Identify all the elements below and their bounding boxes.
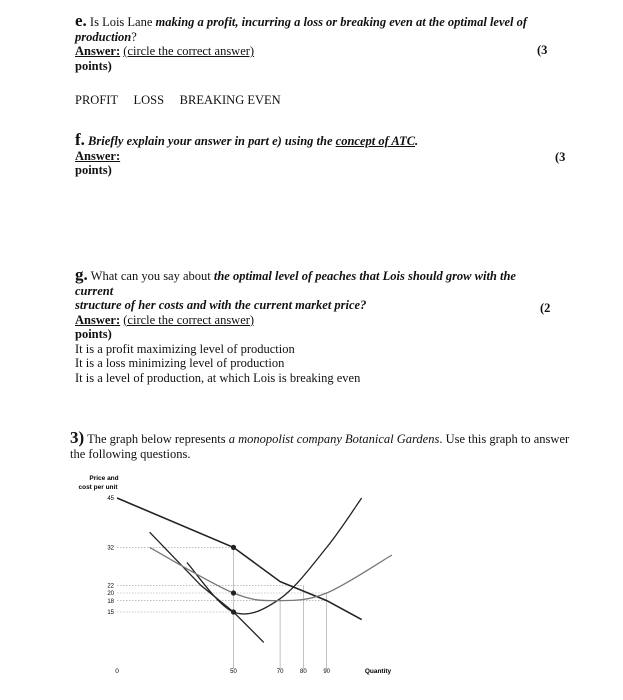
y-axis-title-line1: Price and: [89, 475, 119, 482]
part-e-answer-label: Answer:: [75, 44, 121, 58]
part-f-answer-label: Answer:: [75, 148, 121, 163]
question-3-text: 3) The graph below represents a monopolist company Botanical Gardens. Use this graph to answer the following questions.: [70, 428, 570, 461]
part-g-question: g. What can you say about the optimal level of peaches that Lois should grow with the current structure of her costs and with the current market price? Answer: (circle the correct answer) points) It is a profit maximizing level of production It is a loss minimizing level of production It is a level of production, at which Lois is breaking even: [75, 268, 555, 385]
y-tick-label: 20: [107, 591, 114, 598]
part-f-question: f. Briefly explain your answer in part e) using the concept of ATC. Answer: points): [75, 133, 545, 178]
part-g-answer-note: (circle the correct answer): [123, 312, 255, 327]
y-axis-title-line2: cost per unit: [78, 484, 118, 491]
part-e-points: (3: [537, 43, 548, 57]
series-mc-line: [187, 498, 362, 614]
part-g-points: (2: [540, 301, 551, 315]
y-tick-label: 22: [107, 583, 114, 590]
part-e-letter: e.: [75, 11, 87, 30]
y-tick-label: 45: [107, 496, 114, 503]
series-demand-line: [117, 498, 362, 620]
point-marker-3: [231, 609, 236, 614]
x-tick-label: 70: [276, 669, 284, 675]
part-g-letter: g.: [75, 265, 88, 284]
part-g-answer-label: Answer:: [75, 312, 121, 327]
point-marker-2: [231, 590, 236, 595]
x-axis-title: Quantity: [364, 668, 392, 675]
part-f-letter: f.: [75, 130, 85, 149]
x-tick-label: 80: [300, 669, 307, 675]
origin-label: 0: [115, 668, 119, 675]
y-tick-label: 15: [107, 610, 114, 617]
y-tick-label: 32: [107, 545, 114, 552]
part-g-option-3[interactable]: It is a level of production, at which Lois is breaking even: [75, 370, 361, 385]
part-g-option-1[interactable]: It is a profit maximizing level of production: [75, 341, 295, 356]
question-3-number: 3): [70, 428, 85, 447]
part-e-question: e. Is Lois Lane making a profit, incurring a loss or breaking even at the optimal level of production? Answer: (circle the correct answer) points): [75, 11, 528, 73]
part-g-option-2[interactable]: It is a loss minimizing level of production: [75, 356, 285, 370]
point-marker-1: [231, 545, 236, 550]
y-tick-label: 18: [107, 598, 114, 605]
part-f-points: (3: [555, 150, 566, 164]
part-e-options[interactable]: PROFIT LOSS BREAKING EVEN: [75, 93, 281, 107]
part-e-answer-note: (circle the correct answer): [123, 44, 255, 58]
x-tick-label: 50: [230, 669, 237, 675]
x-tick-label: 90: [323, 669, 331, 675]
